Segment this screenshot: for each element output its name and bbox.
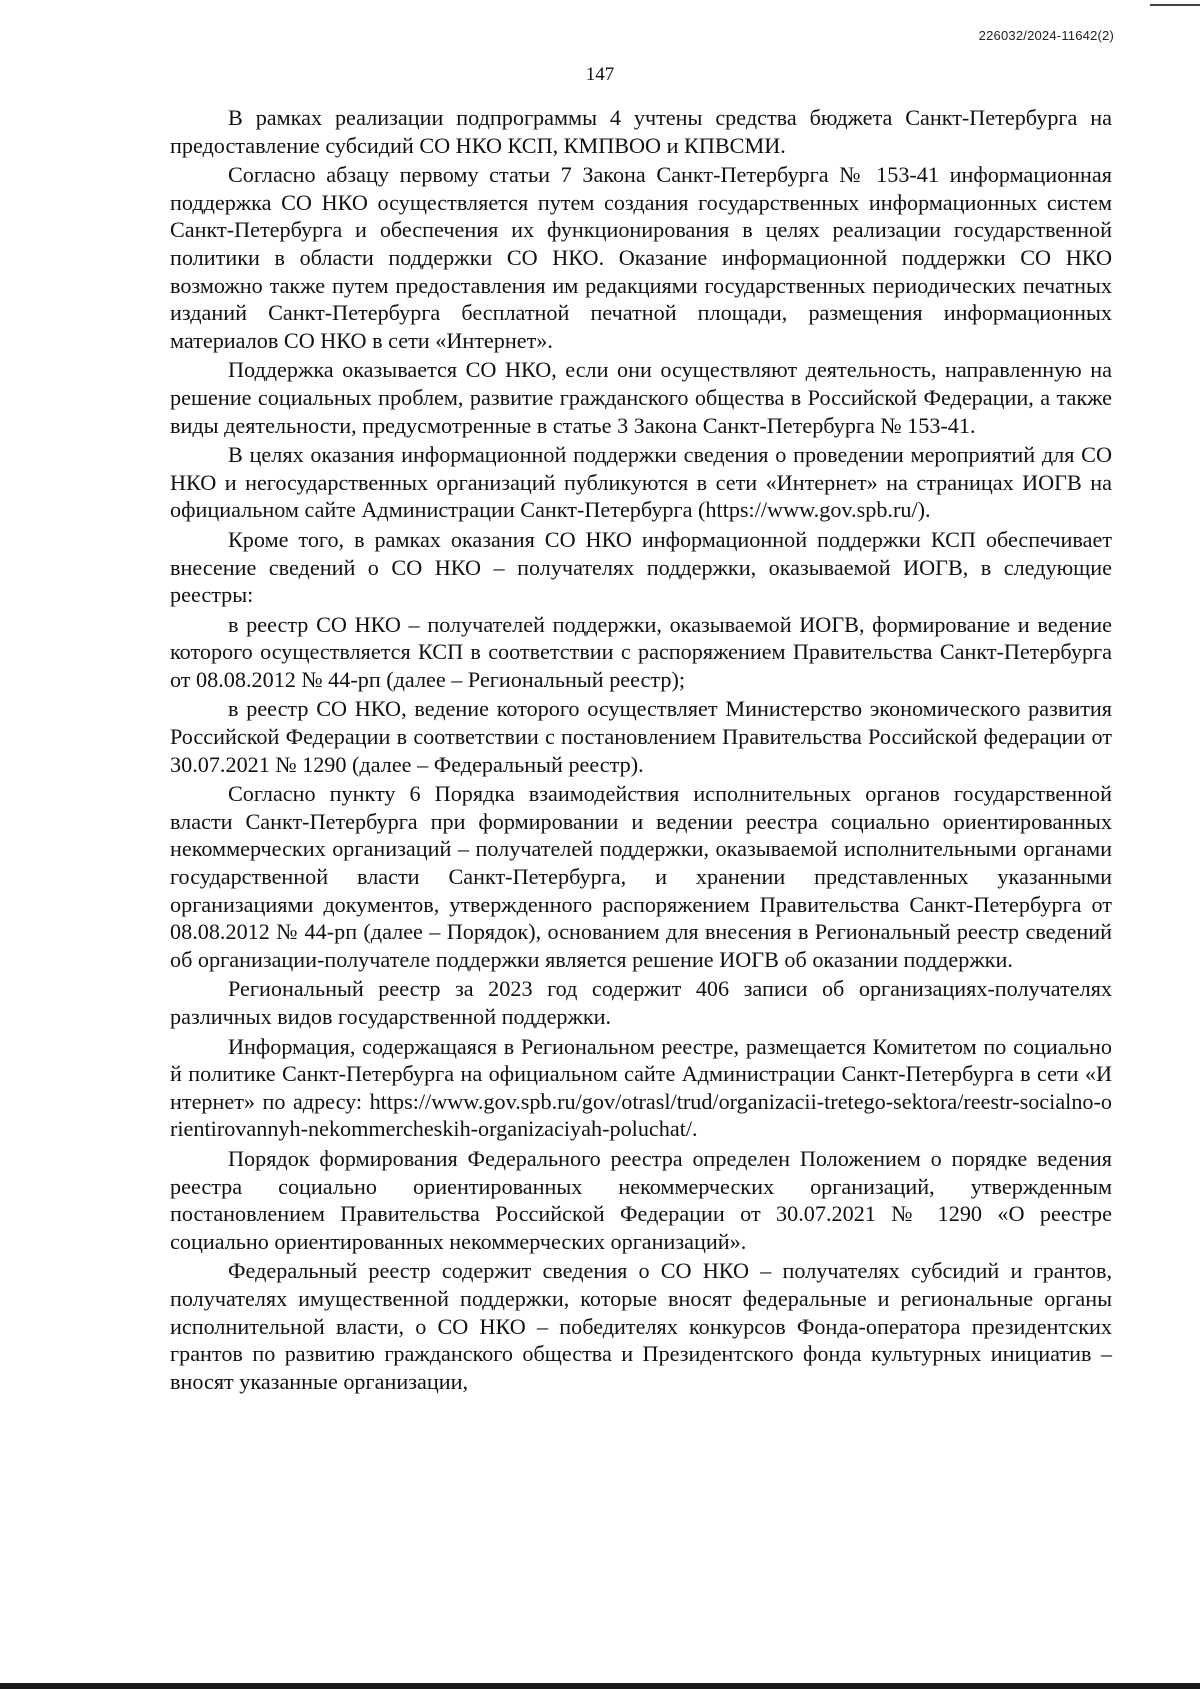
paragraph-regional-registry-2023: Региональный реестр за 2023 год содержит 406 записи об организациях-получателях различных видов государственной поддержки. [170, 976, 1112, 1029]
paragraph-federal-registry-contents: Федеральный реестр содержит сведения о СО НКО – получателях субсидий и грантов, получателях имущественной поддержки, которые вносят федеральные и региональные органы исполнительной власти, о СО НКО – победителях конкурсов Фонда-оператора президентских грантов по развитию гражданского общества и Президентского фонда культурных инициатив – вносят указанные организации, [170, 1258, 1112, 1394]
paragraph-regional-registry: в реестр СО НКО – получателей поддержки, оказываемой ИОГВ, формирование и ведение которого осуществляется КСП в соответствии с распоряжением Правительства Санкт-Петербурга от 08.08.2012 № 44-рп (далее – Региональный реестр); [170, 611, 1112, 692]
paragraph-events-publication: В целях оказания информационной поддержки сведения о проведении мероприятий для СО НКО и негосударственных организаций публикуются в сети «Интернет» на страницах ИОГВ на официальном сайте Администрации Санкт-Петербурга (https://www.gov.spb.ru/). [170, 442, 1112, 523]
paragraph-procedure-point-6: Согласно пункту 6 Порядка взаимодействия исполнительных органов государственной власти Санкт-Петербурга при формировании и ведении реестра социально ориентированных некоммерческих организаций – получателей поддержки, оказываемой исполнительными органами государственной власти Санкт-Петербурга, и хранении представленных указанными организациями документов, утвержденного распоряжением Правительства Санкт-Петербурга от 08.08.2012 № 44-рп (далее – Порядок), основанием для внесения в Региональный реестр сведений об организации-получателе поддержки является решение ИОГВ об оказании поддержки. [170, 781, 1112, 972]
paragraph-registry-intro: Кроме того, в рамках оказания СО НКО информационной поддержки КСП обеспечивает внесение сведений о СО НКО – получателях поддержки, оказываемой ИОГВ, в следующие реестры: [170, 526, 1112, 608]
bottom-scan-band [0, 1683, 1200, 1689]
document-body [170, 104, 1112, 1397]
paragraph-registry-publication-url: Информация, содержащаяся в Региональном реестре, размещается Комитетом по социальной политике Санкт-Петербурга на официальном сайте Администрации Санкт-Петербурга в сети «Интернет» по адресу: https://www.gov.spb.ru/gov/otrasl/trud/organizacii-tretego-sektora/reestr-socialno-orientirovannyh-nekommercheskih-organizaciyah-poluchat/. [170, 1033, 1112, 1142]
paragraph-subprogram-4: В рамках реализации подпрограммы 4 учтены средства бюджета Санкт-Петербурга на предоставление субсидий СО НКО КСП, КМПВОО и КПВСМИ. [170, 105, 1112, 158]
registration-number: 226032/2024-11642(2) [978, 28, 1114, 43]
paragraph-support-conditions: Поддержка оказывается СО НКО, если они осуществляют деятельность, направленную на решение социальных проблем, развитие гражданского общества в Российской Федерации, а также виды деятельности, предусмотренные в статье 3 Закона Санкт-Петербурга № 153-41. [170, 357, 1112, 438]
paragraph-info-support-law: Согласно абзацу первому статьи 7 Закона Санкт-Петербурга № 153-41 информационная поддержка СО НКО осуществляется путем создания государственных информационных систем Санкт-Петербурга и обеспечения их функционирования в целях реализации государственной политики в области поддержки СО НКО. Оказание информационной поддержки СО НКО возможно также путем предоставления им редакциями государственных периодических печатных изданий Санкт-Петербурга бесплатной печатной площади, размещения информационных материалов СО НКО в сети «Интернет». [170, 162, 1112, 353]
paragraph-federal-registry-order: Порядок формирования Федерального реестра определен Положением о порядке ведения реестра социально ориентированных некоммерческих организаций, утвержденным постановлением Правительства Российской Федерации от 30.07.2021 № 1290 «О реестре социально ориентированных некоммерческих организаций». [170, 1145, 1112, 1254]
paragraph-federal-registry: в реестр СО НКО, ведение которого осуществляет Министерство экономического развития Российской Федерации в соответствии с постановлением Правительства Российской федерации от 30.07.2021 № 1290 (далее – Федеральный реестр). [170, 696, 1112, 777]
top-edge-rule [1150, 4, 1200, 6]
page-number: 147 [585, 64, 615, 85]
